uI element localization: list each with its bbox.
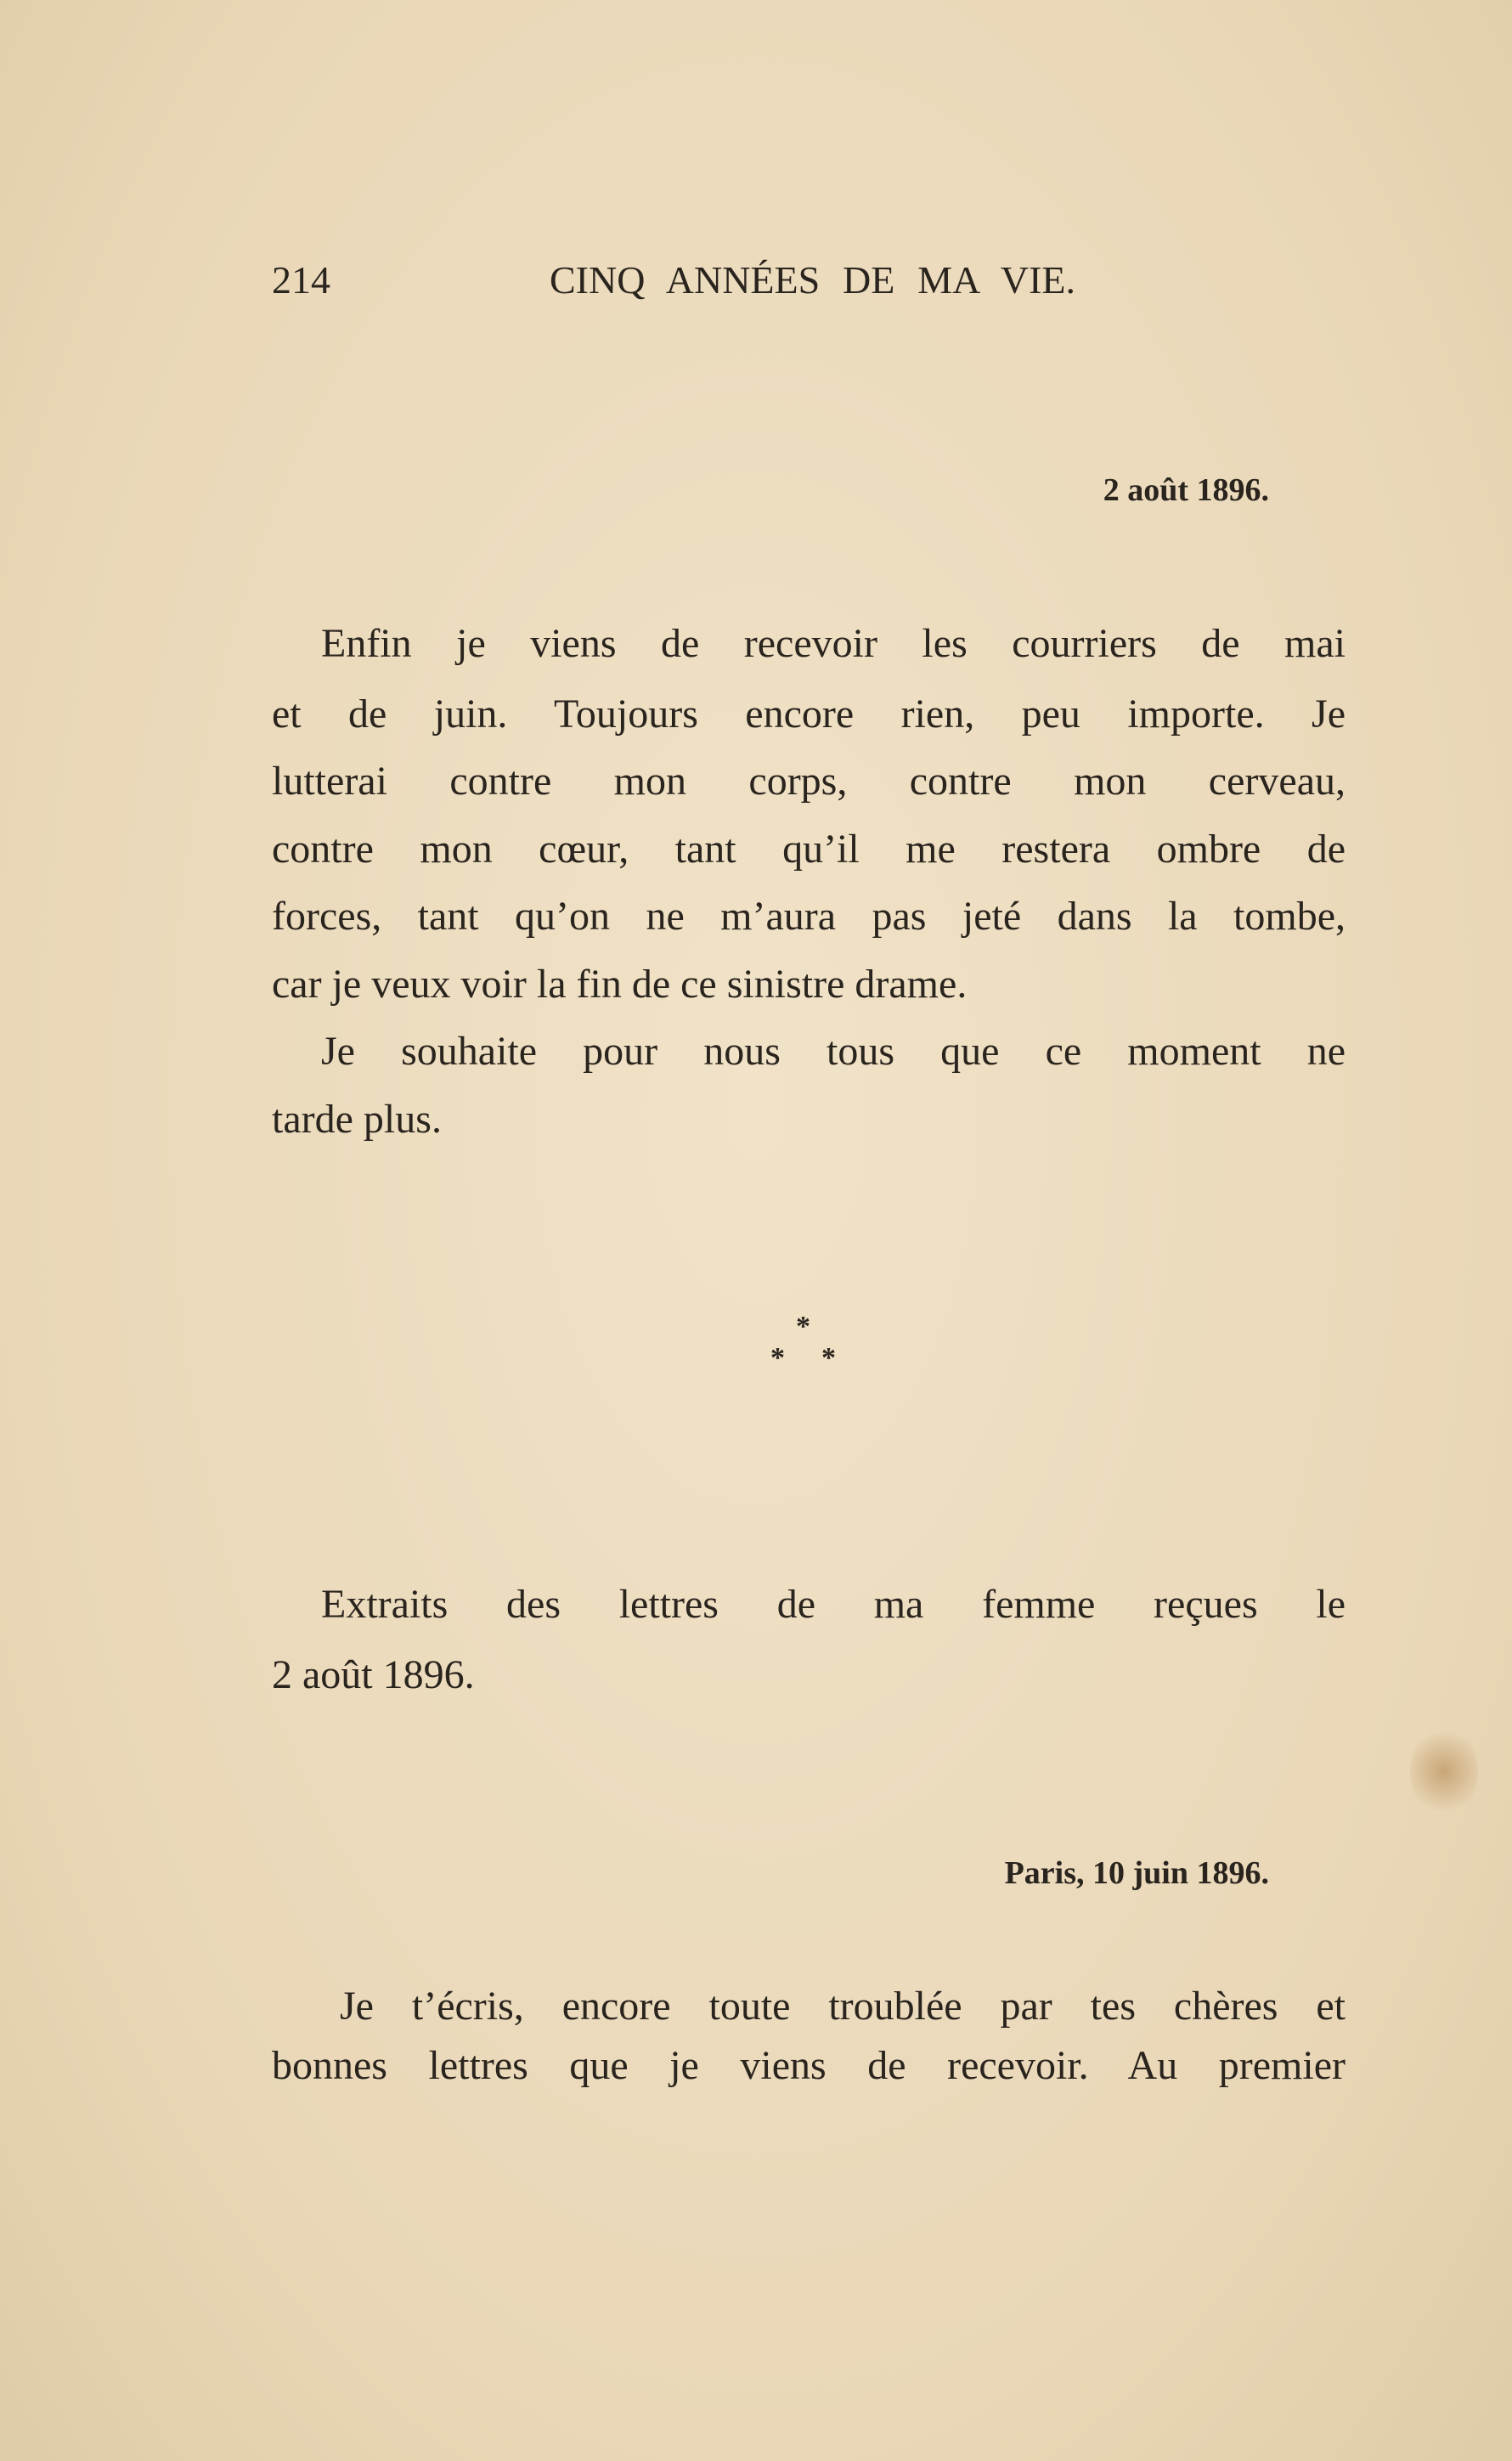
text-line: Je t’écris, encore toute troublée par tes chères et	[340, 1984, 1346, 2029]
letter-dateline: Paris, 10 juin 1896.	[1004, 1855, 1269, 1891]
text-line: bonnes lettres que je viens de recevoir. Au premier	[272, 2043, 1346, 2088]
text-line: lutterai contre mon corps, contre mon cerveau,	[272, 759, 1346, 804]
running-title: CINQ ANNÉES DE MA VIE.	[550, 258, 1075, 302]
paper-stain	[1410, 1724, 1478, 1818]
asterism-star: *	[796, 1311, 810, 1342]
asterism-star: *	[770, 1342, 785, 1374]
text-line: contre mon cœur, tant qu’il me restera ombre de	[272, 827, 1346, 872]
text-line: tarde plus.	[272, 1097, 442, 1142]
section-heading-line: 2 août 1896.	[272, 1652, 475, 1697]
entry-date: 2 août 1896.	[1103, 472, 1269, 508]
asterism-star: *	[821, 1342, 836, 1374]
section-heading-line: Extraits des lettres de ma femme reçues le	[321, 1582, 1346, 1627]
page-number: 214	[272, 258, 330, 302]
text-line: et de juin. Toujours encore rien, peu importe. Je	[272, 691, 1346, 737]
text-line: Enfin je viens de recevoir les courriers de mai	[321, 621, 1346, 666]
text-line: car je veux voir la fin de ce sinistre drame.	[272, 962, 968, 1007]
text-line: Je souhaite pour nous tous que ce moment ne	[321, 1029, 1346, 1074]
text-line: forces, tant qu’on ne m’aura pas jeté dans la tombe,	[272, 894, 1346, 939]
